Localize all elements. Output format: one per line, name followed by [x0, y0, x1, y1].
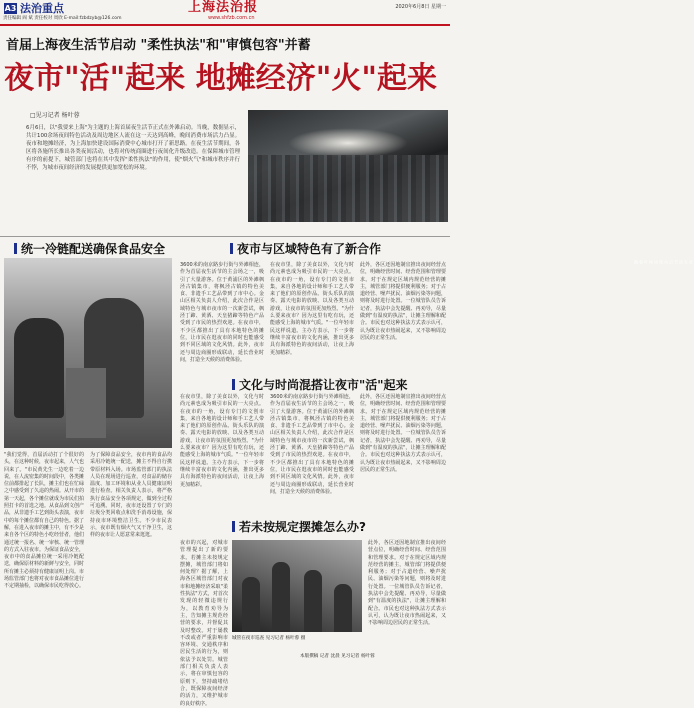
issue-date: 2020年6月8日 星期一: [395, 4, 446, 10]
photo-figure: [242, 577, 260, 632]
photo-light: [288, 128, 408, 158]
photo-crowd: [248, 155, 448, 222]
inspection-photo: [232, 540, 362, 632]
editor-meta: 责任编辑 阎 斌 责任校对 周欣 E-mail:fzbdzyb@126.com: [3, 16, 122, 21]
photo-figure: [14, 318, 64, 418]
kicker-headline: 首届上海夜生活节启动 "柔性执法"和"审慎包容"并蓄: [6, 38, 311, 53]
section-title: 法治重点: [20, 2, 64, 15]
article-column-6: 在夜市里，除了美食以外，文化与时尚元素也成为吸引市民的一大亮点。在夜市的一角，设有专门的文创市集，来自各地的设计师和手工艺人带来了他们的原创作品。街头乐队的演奏、露天电影的放映、以及各类互动游戏，让夜市的氛围更加热烈。"为什么要来夜市？因为这里有吃有玩，还能感受上海的城市气质。"一位年轻市民这样说道。主办方表示，下一步将继续丰富夜市的文化内涵，推出更多具有海派特色的夜间活动，让夜上海更加精彩。: [180, 394, 264, 488]
article-column-9: 夜市的兴起，对城市管理提出了新的要求。若摊主未按规定摆摊，城管部门将如何处理？据了解，上海各区城管部门对夜市和地摊经济采取"柔性执法"方式，对首次发现的轻微违规行为，以教育劝导为主，告知摊主规范经营的要求，并督促其及时整改。对于屡教不改或者严重影响市容环境、交通秩序和居民生活的行为，则依法予以处罚。城管部门相关负责人表示，将在审慎包容的原则下，坚持疏堵结合，既保障夜间经济的活力，又维护城市的良好秩序。: [180, 540, 228, 707]
page-tag: A3: [4, 4, 17, 13]
vendor-photo: [4, 258, 172, 448]
photo-figure: [66, 368, 106, 438]
byline: □见习记者 杨叶蓉: [30, 112, 80, 119]
article-column-1: "我们觉得，首届活动打了个很好的头，在这种时候，夜市起来，人气也回来了。"市民黄先生一边吃着一边说，在人流密集的时间段中，各类摊位前都排起了长队，摊主们也在忙碌之中感受到了久违的热闹。从开市的第一天起，各个摊位就成为市民们拍照打卡的首选之地。从食品到文创产品，从非遗手工艺到街头表演，夜市中的每个摊位都有自己的特色。据了解，在进入夜市的摊主中，有不少是来自各个区的特色小吃经营者，他们通过统一报名、统一审核、统一管理的方式入驻夜市。为保证食品安全，夜市中的食品摊位统一采用冷链配送，确保原材料的新鲜与安全，同时所有摊主必须持有健康证明上岗。市场监管部门也将对夜市食品摊位进行不定期抽检，以确保市民吃得放心。: [4, 452, 85, 590]
main-headline: 夜市"活"起来 地摊经济"火"起来: [4, 61, 437, 96]
subhead-text: 文化与时尚混搭让夜市"活"起来: [239, 378, 408, 392]
paper-logo: 上海法治报: [188, 0, 259, 15]
subhead-bar: [232, 521, 235, 532]
subhead-bar: [232, 379, 235, 390]
lead-paragraph: 6月6日，以"我要来上海"为主题的上海首届夜生活节正式在外滩启动。当晚，数据显示，共计100余场夜间特色活动及周边地区人流在这一天达到高峰，晚间消费市场活力凸显。夜市和地摊经济，为上海加快建设国际消费中心城市打开了新思路。在夜生活节期间，各区将各施所长推出各类夜间活动，也将对传统商圈进行夜间化升级改造。在保障城市管理有序的前提下，城管部门也将在其中发挥"柔性执法"的作用，使"烟火气"和城市秩序并行不悖，为城市夜间经济的发展提供更加宽松的环境。: [26, 125, 240, 171]
masthead: [0, 0, 450, 24]
website-link[interactable]: www.shfzb.com.cn: [208, 15, 255, 21]
photo-main-caption: 夜生活节启动现场 杨叶蓉 摄: [634, 260, 694, 264]
article-column-5: 此外，各区还因地制宜推出夜间经营点位，明确经营时间、经营范围和管理要求。对于在规定区域内规范经营的摊主，城管部门将提供便利服务；对于占道经营、噪声扰民、油烟污染等问题，则将及时进行处置。一位城管队员告诉记者，执法中会先提醒、再劝导，尽量做到"有温度的执法"，让摊主理解和配合。市民也对这种执法方式表示认可，认为既让夜市热闹起来，又不影响周边居民的正常生活。: [360, 262, 446, 341]
article-column-3: 3600米的南京路步行街与外滩相连，作为首届夜生活节的主会场之一，吸引了大量游客。位于黄浦区的外滩枫泾古镇集市，将枫泾古镇的特色美食、非遗手工艺品带到了市中心。金山区相关负责人介绍，此次合作是区域特色与城市夜市的一次新尝试，枫泾丁蹄、黄酒、天皇猪蹄等特色产品受到了市民的热烈欢迎。在夜市中，不少区都推出了具有本地特色的摊位，让市民在逛夜市的同时也能感受到不同区域的文化风情。此外，夜市还与周边商圈形成联动，延长营业时间，打造全天候的消费体验。: [180, 262, 264, 363]
subhead-text: 统一冷链配送确保食品安全: [21, 242, 166, 256]
subhead-text: 夜市与区域特色有了新合作: [237, 242, 382, 256]
subhead-bar: [230, 243, 233, 254]
subhead-culture: [232, 378, 408, 392]
article-column-2: 为了保障食品安全，夜市内的食品均采用冷链统一配送，摊主不得自行携带原材料入场。市场监管部门的执法人员在现场进行巡查，对食品的储存温度、加工环境和从业人员健康证明进行检查。相关负责人表示，将严格执行食品安全各项规定，做到全过程可追溯。同时，夜市还设置了专门的垃圾分类回收点和洗手消毒设施，保持夜市环境整洁卫生。不少市民表示，夜市既有烟火气又干净卫生，这样的夜市让人愿意常来逛逛。: [90, 452, 172, 539]
subhead-bar: [14, 243, 17, 254]
photo-figure: [304, 570, 322, 632]
photo-bot-caption: 城管在夜市巡查 见习记者 杨叶蓉 摄: [232, 636, 306, 641]
article-column-4: 在夜市里，除了美食以外，文化与时尚元素也成为吸引市民的一大亮点。在夜市的一角，设有专门的文创市集，来自各地的设计师和手工艺人带来了他们的原创作品。街头乐队的演奏、露天电影的放映、以及各类互动游戏，让夜市的氛围更加热烈。"为什么要来夜市？因为这里有吃有玩，还能感受上海的城市气质。"一位年轻市民这样说道。主办方表示，下一步将继续丰富夜市的文化内涵，推出更多具有海派特色的夜间活动，让夜上海更加精彩。: [270, 262, 354, 356]
article-column-8: 此外，各区还因地制宜推出夜间经营点位，明确经营时间、经营范围和管理要求。对于在规定区域内规范经营的摊主，城管部门将提供便利服务；对于占道经营、噪声扰民、油烟污染等问题，则将及时进行处置。一位城管队员告诉记者，执法中会先提醒、再劝导，尽量做到"有温度的执法"，让摊主理解和配合。市民也对这种执法方式表示认可，认为既让夜市热闹起来，又不影响周边居民的正常生活。: [360, 394, 446, 473]
article-column-7: 3600米的南京路步行街与外滩相连，作为首届夜生活节的主会场之一，吸引了大量游客。位于黄浦区的外滩枫泾古镇集市，将枫泾古镇的特色美食、非遗手工艺品带到了市中心。金山区相关负责人介绍，此次合作是区域特色与城市夜市的一次新尝试，枫泾丁蹄、黄酒、天皇猪蹄等特色产品受到了市民的热烈欢迎。在夜市中，不少区都推出了具有本地特色的摊位，让市民在逛夜市的同时也能感受到不同区域的文化风情。此外，夜市还与周边商圈形成联动，延长营业时间，打造全天候的消费体验。: [270, 394, 354, 495]
section-divider: [0, 236, 450, 237]
subhead-cold-chain: [14, 242, 165, 256]
photo-figure: [272, 562, 290, 632]
subhead-text: 若未按规定摆摊怎么办?: [239, 520, 366, 534]
header-rule: [0, 24, 450, 26]
bottom-byline: 本版撰稿 记者 沈晨 见习记者 杨叶蓉: [300, 654, 375, 659]
subhead-enforcement: [232, 520, 366, 534]
photo-figure: [334, 584, 352, 632]
article-column-10: 此外，各区还因地制宜推出夜间经营点位，明确经营时间、经营范围和管理要求。对于在规定区域内规范经营的摊主，城管部门将提供便利服务；对于占道经营、噪声扰民、油烟污染等问题，则将及时进行处置。一位城管队员告诉记者，执法中会先提醒、再劝导，尽量做到"有温度的执法"，让摊主理解和配合。市民也对这种执法方式表示认可，认为既让夜市热闹起来，又不影响周边居民的正常生活。: [368, 540, 446, 627]
subhead-regional: [230, 242, 381, 256]
